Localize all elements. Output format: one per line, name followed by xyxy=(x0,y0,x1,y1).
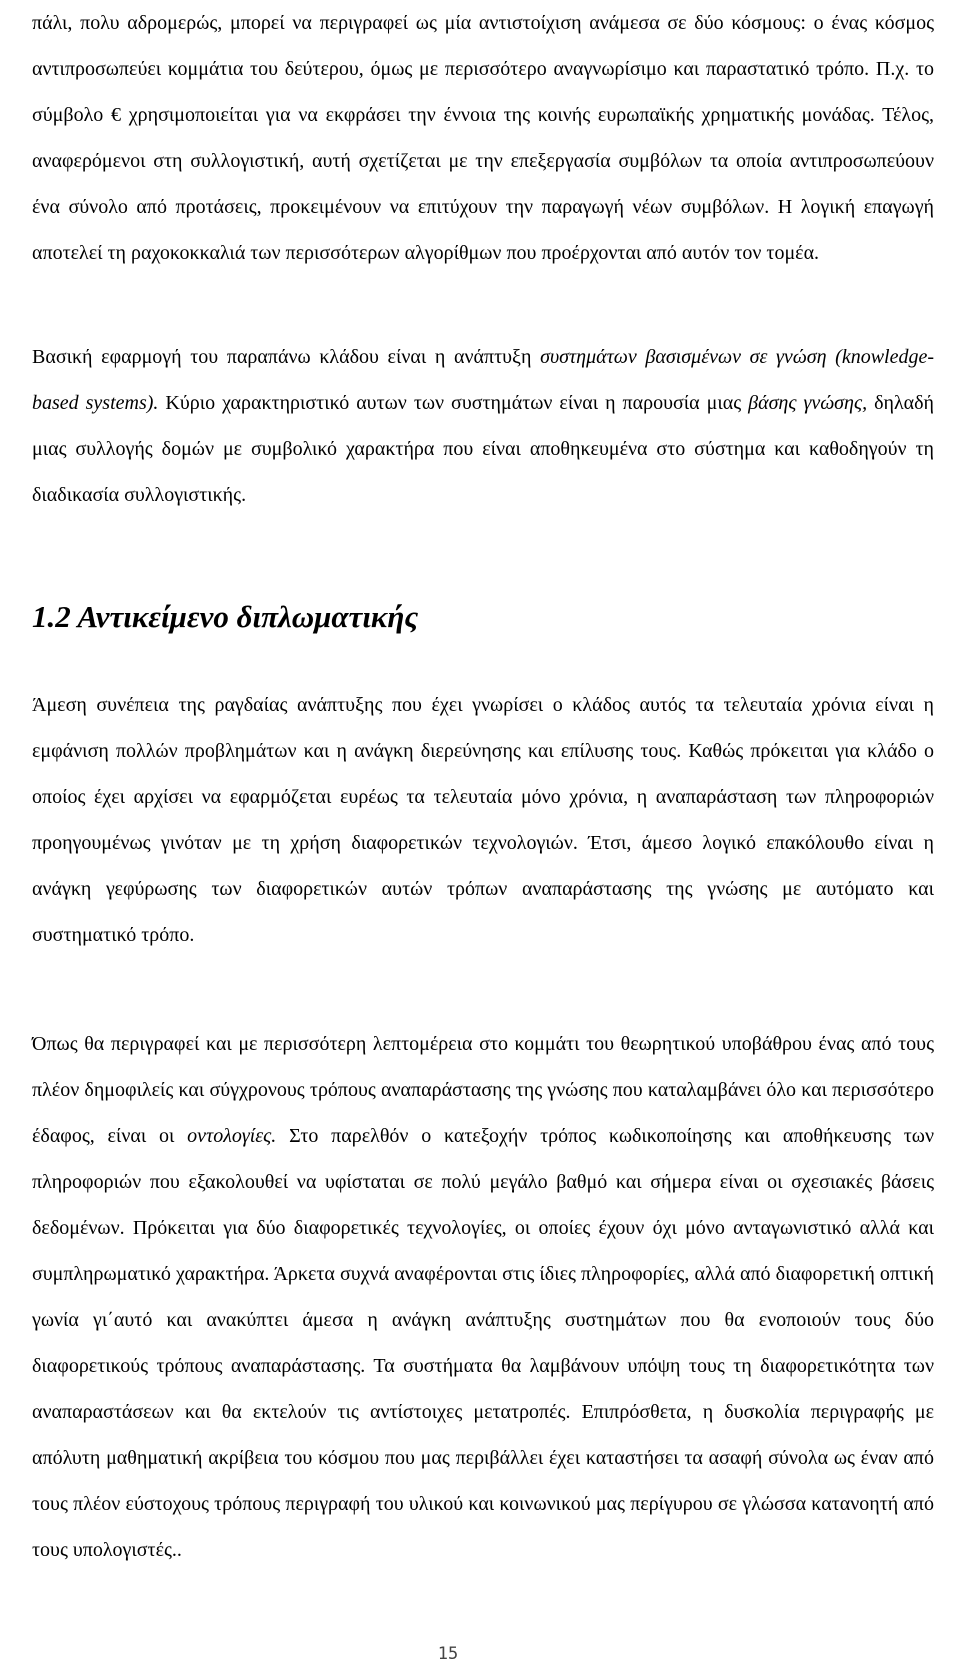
paragraph-ontologies xyxy=(32,1021,934,1573)
page-number: 15 xyxy=(437,1644,459,1664)
paragraph-problem-statement xyxy=(32,682,934,958)
paragraph-knowledge-based-systems xyxy=(32,334,934,518)
paragraph-text: Βασική εφαρμογή του παραπάνω κλάδου είναι η ανάπτυξη xyxy=(32,346,532,368)
paragraph-text: Στο παρελθόν ο κατεξοχήν τρόπος κωδικοποίησης και αποθήκευσης των πληροφοριών που εξακολουθεί να υφίσταται σε πολύ μεγάλο βαθμό και σήμερα είναι οι σχεσιακές βάσεις δεδομένων. Πρόκειται για δύο διαφορετικές τεχνολογίες, οι οποίες έχουν όχι μόνο ανταγωνιστικό αλλά και συμπληρωματικό χαρακτήρα. Άρκετα συχνά αναφέρονται στις ίδιες πληροφορίες, αλλά από διαφορετική οπτική γωνία γι΄αυτό και ανακύπτει άμεσα η ανάγκη ανάπτυξης συστημάτων που θα ενοποιούν τους δύο διαφορετικούς τρόπους αναπαράστασης. Τα συστήματα θα λαμβάνουν υπόψη τους τη διαφορετικότητα των αναπαραστάσεων και θα εκτελούν τις αντίστοιχες μετατροπές. Επιπρόσθετα, η δυσκολία περιγραφής με απόλυτη μαθηματική ακρίβεια του κόσμου που μας περιβάλλει έχει καταστήσει τα ασαφή σύνολα ως έναν από τους πλέον εύστοχους τρόπους περιγραφή του υλικού και κοινωνικού μας περίγυρου σε γλώσσα κατανοητή από τους υπολογιστές.. xyxy=(32,1125,935,1561)
paragraph-text: πάλι, πολυ αδρομερώς, μπορεί να περιγραφεί ως μία αντιστοίχιση ανάμεσα σε δύο κόσμους: ο ένας κόσμος αντιπροσωπεύει κομμάτια του δεύτερου, όμως με περισσότερο αναγνωρίσιμο και παραστατικό τρόπο. Π.χ. το σύμβολο € χρησιμοποιείται για να εκφράσει την έννοια της κοινής ευρωπαϊκής χρηματικής μονάδας. Τέλος, αναφερόμενοι στη συλλογιστική, αυτή σχετίζεται με την επεξεργασία συμβόλων τα οποία αντιπροσωπεύουν ένα σύνολο από προτάσεις, προκειμένουν να επιτύχουν την παραγωγή νέων συμβόλων. Η λογική επαγωγή αποτελεί τη ραχοκοκκαλιά των περισσότερων αλγορίθμων που προέρχονται από αυτόν τον τομέα. xyxy=(32,12,934,264)
document-page xyxy=(32,0,934,1678)
paragraph-symbols-reasoning xyxy=(32,0,934,276)
emphasis-ontologies: οντολογίες. xyxy=(187,1125,277,1147)
emphasis-knowledge-base: βάσης γνώσης, xyxy=(748,392,868,414)
section-heading: 1.2 Αντικείμενο διπλωματικής xyxy=(32,599,419,634)
paragraph-text: Άμεση συνέπεια της ραγδαίας ανάπτυξης που έχει γνωρίσει ο κλάδος αυτός τα τελευταία χρόνια είναι η εμφάνιση πολλών προβλημάτων και η ανάγκη διερεύνησης και επίλυσης τους. Καθώς πρόκειται για κλάδο ο οποίος έχει αρχίσει να εφαρμόζεται ευρέως τα τελευταία μόνο χρόνια, η αναπαράσταση των πληροφοριών προηγουμένως γινόταν με τη χρήση διαφορετικών τεχνολογιών. Έτσι, άμεσο λογικό επακόλουθο είναι η ανάγκη γεφύρωσης των διαφορετικών αυτών τρόπων αναπαράστασης της γνώσης με αυτόματο και συστηματικό τρόπο. xyxy=(32,694,934,946)
emphasis-kbs: συστημάτων βασισμένων σε γνώση (knowledge-based systems). xyxy=(32,346,935,414)
paragraph-text: Κύριο χαρακτηριστικό αυτων των συστημάτων είναι η παρουσία μιας xyxy=(165,392,742,414)
paragraph-text: δηλαδή μιας συλλογής δομών με συμβολικό χαρακτήρα που είναι αποθηκευμένα στο σύστημα και καθοδηγούν τη διαδικασία συλλογιστικής. xyxy=(32,392,935,506)
paragraph-text: Όπως θα περιγραφεί και με περισσότερη λεπτομέρεια στο κομμάτι του θεωρητικού υποβάθρου ένας από τους πλέον δημοφιλείς και σύγχρονους τρόπους αναπαράστασης της γνώσης που καταλαμβάνει όλο και περισσότερο έδαφος, είναι οι xyxy=(32,1033,934,1147)
